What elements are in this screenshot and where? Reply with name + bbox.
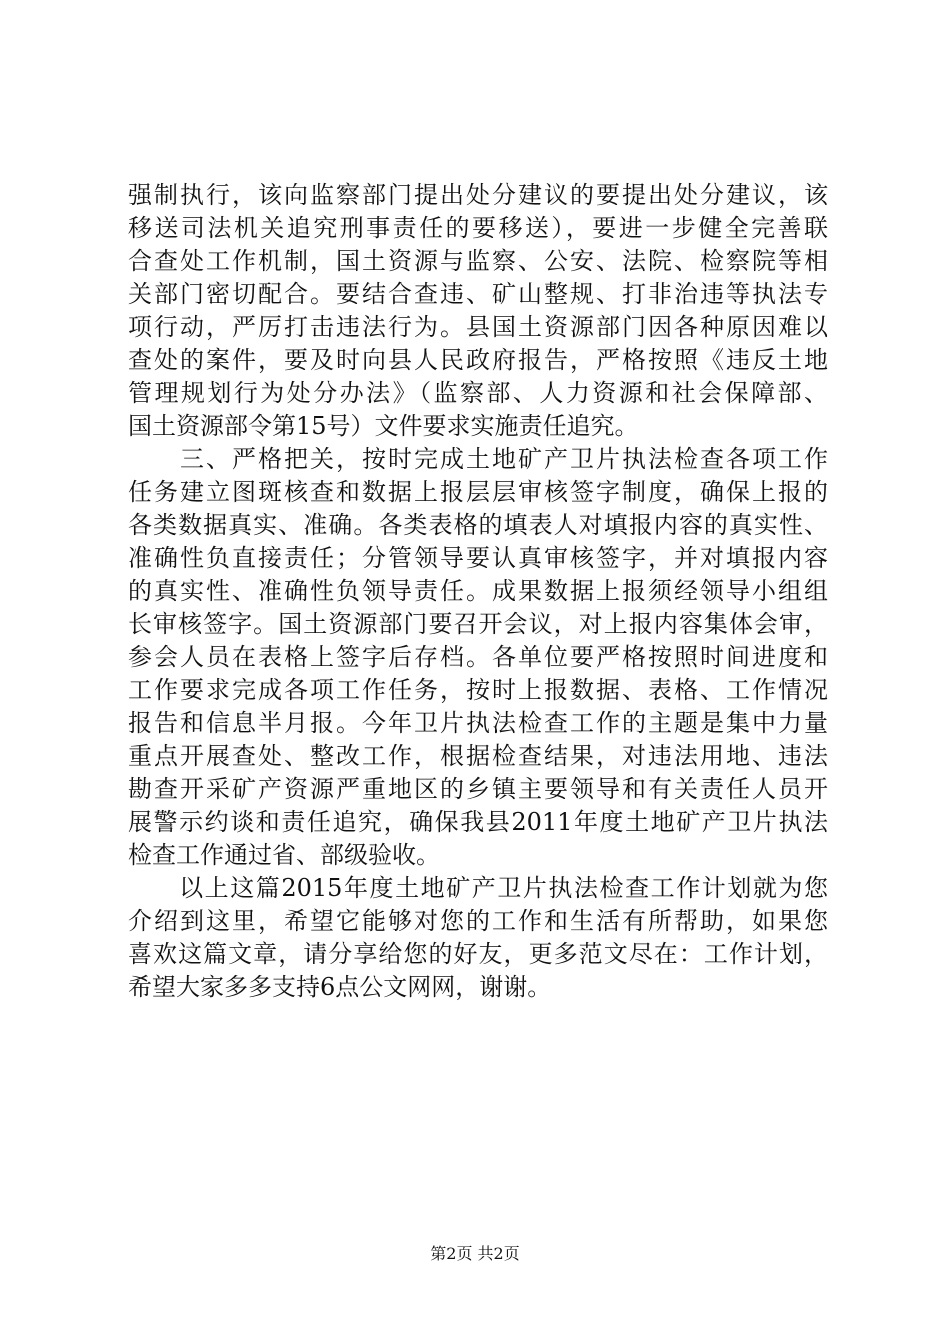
text-line: 各类数据真实、准确。各类表格的填表人对填报内容的真实性、 bbox=[128, 511, 828, 539]
text-line: 长审核签字。国土资源部门要召开会议，对上报内容集体会审， bbox=[128, 610, 828, 638]
text-line: 勘查开采矿产资源严重地区的乡镇主要领导和有关责任人员开 bbox=[128, 775, 828, 803]
text-line: 关部门密切配合。要结合查违、矿山整规、打非治违等执法专 bbox=[128, 280, 828, 308]
text-line: 合查处工作机制，国土资源与监察、公安、法院、检察院等相 bbox=[128, 247, 828, 275]
text-line: 移送司法机关追究刑事责任的要移送），要进一步健全完善联 bbox=[128, 214, 828, 242]
text-line: 强制执行，该向监察部门提出处分建议的要提出处分建议，该 bbox=[128, 181, 828, 209]
text-line: 展警示约谈和责任追究，确保我县2011年度土地矿产卫片执法 bbox=[128, 808, 828, 836]
text-line: 以上这篇2015年度土地矿产卫片执法检查工作计划就为您 bbox=[128, 874, 828, 902]
text-line: 任务建立图斑核查和数据上报层层审核签字制度，确保上报的 bbox=[128, 478, 828, 506]
text-line: 三、严格把关，按时完成土地矿产卫片执法检查各项工作 bbox=[128, 445, 828, 473]
text-line: 喜欢这篇文章，请分享给您的好友，更多范文尽在：工作计划， bbox=[128, 940, 828, 968]
text-line: 重点开展查处、整改工作，根据检查结果，对违法用地、违法 bbox=[128, 742, 828, 770]
text-line: 国土资源部令第15号）文件要求实施责任追究。 bbox=[128, 412, 639, 440]
text-line: 参会人员在表格上签字后存档。各单位要严格按照时间进度和 bbox=[128, 643, 828, 671]
text-line: 的真实性、准确性负领导责任。成果数据上报须经领导小组组 bbox=[128, 577, 828, 605]
text-line: 项行动，严厉打击违法行为。县国土资源部门因各种原因难以 bbox=[128, 313, 828, 341]
text-line: 报告和信息半月报。今年卫片执法检查工作的主题是集中力量 bbox=[128, 709, 828, 737]
text-line: 管理规划行为处分办法》（监察部、人力资源和社会保障部、 bbox=[128, 379, 828, 407]
text-line: 检查工作通过省、部级验收。 bbox=[128, 841, 440, 869]
page-number-footer: 第2页 共2页 bbox=[430, 1244, 520, 1263]
text-line: 准确性负直接责任；分管领导要认真审核签字，并对填报内容 bbox=[128, 544, 828, 572]
text-line: 介绍到这里，希望它能够对您的工作和生活有所帮助，如果您 bbox=[128, 907, 828, 935]
text-line: 希望大家多多支持6点公文网网，谢谢。 bbox=[128, 973, 552, 1001]
text-line: 工作要求完成各项工作任务，按时上报数据、表格、工作情况 bbox=[128, 676, 828, 704]
text-line: 查处的案件，要及时向县人民政府报告，严格按照《违反土地 bbox=[128, 346, 828, 374]
